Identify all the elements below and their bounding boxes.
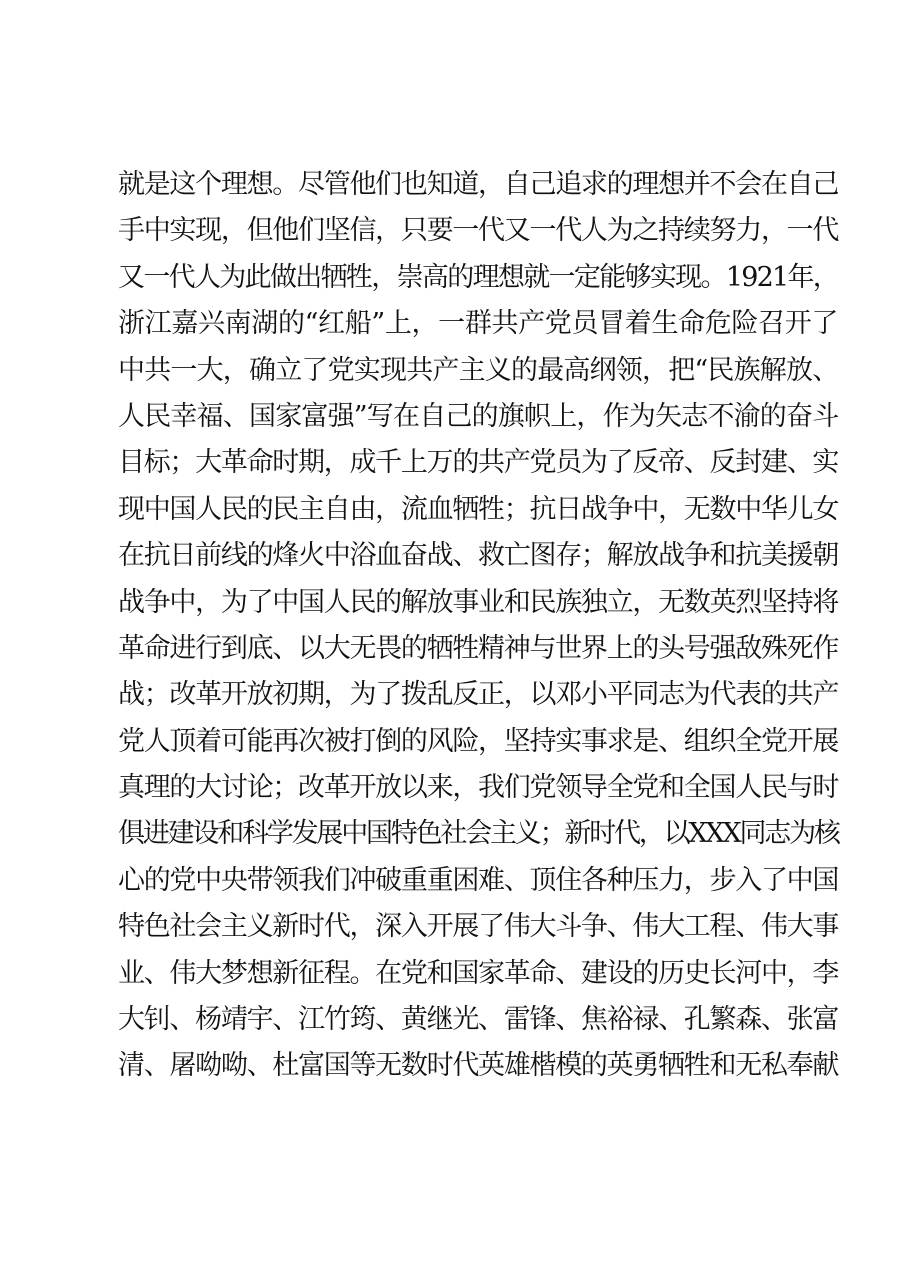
- text-line: 手中实现，但他们坚信，只要一代又一代人为之持续努力，一代: [118, 215, 838, 247]
- body-paragraph: [118, 162, 838, 1090]
- text-line: 就是这个理想。尽管他们也知道，自己追求的理想并不会在自己: [118, 169, 838, 200]
- text-line: 浙江嘉兴南湖的“红船”上，一群共产党员冒着生命危险召开了: [118, 308, 838, 340]
- text-line: 党人顶着可能再次被打倒的风险，坚持实事求是、组织全党开展: [118, 725, 838, 757]
- text-line: 又一代人为此做出牺牲，崇高的理想就一定能够实现。1921年，: [118, 261, 838, 293]
- text-line: 目标；大革命时期，成千上万的共产党员为了反帝、反封建、实: [118, 447, 838, 479]
- text-line: 大钊、杨靖宇、江竹筠、黄继光、雷锋、焦裕禄、孔繁森、张富: [118, 1004, 838, 1036]
- text-line: 俱进建设和科学发展中国特色社会主义；新时代，以XXX同志为核: [118, 818, 839, 850]
- text-line: 战；改革开放初期，为了拨乱反正，以邓小平同志为代表的共产: [118, 679, 838, 711]
- text-line: 革命进行到底、以大无畏的牺牲精神与世界上的头号强敌殊死作: [118, 632, 838, 664]
- text-line: 业、伟大梦想新征程。在党和国家革命、建设的历史长河中，李: [118, 957, 838, 989]
- text-line: 心的党中央带领我们冲破重重困难、顶住各种压力，步入了中国: [118, 864, 838, 896]
- text-line: 中共一大，确立了党实现共产主义的最高纲领，把“民族解放、: [118, 354, 839, 386]
- text-line: 清、屠呦呦、杜富国等无数时代英雄楷模的英勇牺牲和无私奉献: [118, 1050, 838, 1082]
- text-line: 特色社会主义新时代，深入开展了伟大斗争、伟大工程、伟大事: [118, 911, 838, 943]
- text-line: 在抗日前线的烽火中浴血奋战、救亡图存；解放战争和抗美援朝: [118, 540, 838, 572]
- text-line: 战争中，为了中国人民的解放事业和民族独立，无数英烈坚持将: [118, 586, 838, 618]
- text-line: 真理的大讨论；改革开放以来，我们党领导全党和全国人民与时: [118, 772, 838, 804]
- text-line: 现中国人民的民主自由，流血牺牲；抗日战争中，无数中华儿女: [118, 493, 838, 525]
- text-line: 人民幸福、国家富强”写在自己的旗帜上，作为矢志不渝的奋斗: [118, 400, 839, 432]
